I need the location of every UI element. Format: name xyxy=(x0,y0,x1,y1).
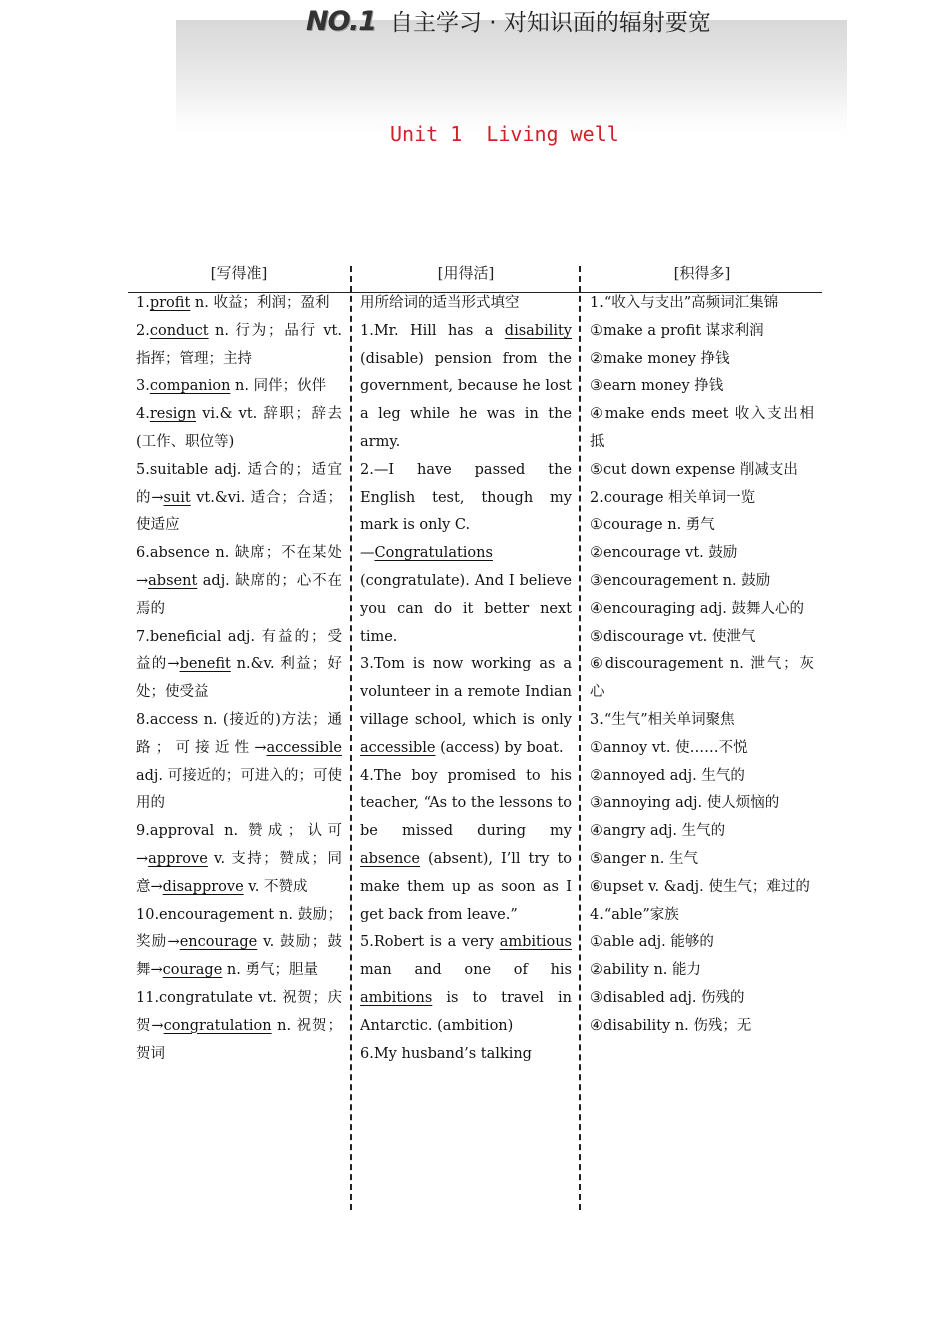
entry-text: vt.&vi. 适合；合适；使适应 xyxy=(136,489,342,534)
word-family-item xyxy=(590,1013,814,1041)
entry-text: n. 勇气；胆量 xyxy=(222,962,318,979)
section-number: NO.1 xyxy=(306,6,376,37)
answer-word: accessible xyxy=(360,739,436,756)
word-family-item xyxy=(590,735,814,763)
entry-text: ④angry adj. 生气的 xyxy=(590,823,726,840)
word-family-item xyxy=(590,929,814,957)
exercise-item xyxy=(360,290,572,318)
word-family-item xyxy=(590,874,814,902)
entry-text: ①annoy vt. 使……不悦 xyxy=(590,739,748,756)
column-header-right: [积得多] xyxy=(673,264,731,282)
exercise-item xyxy=(360,929,572,1040)
entry-text: ②annoyed adj. 生气的 xyxy=(590,767,745,784)
answer-word: suit xyxy=(163,489,191,506)
entry-text: ④disability n. 伤残；无 xyxy=(590,1017,752,1034)
vocab-entry xyxy=(136,457,342,540)
exercise-item xyxy=(360,651,572,762)
word-family-item xyxy=(590,290,814,318)
entry-text: 4.The boy promised to his teacher, “As to the lessons to be missed during my xyxy=(360,767,573,840)
word-family-item xyxy=(590,624,814,652)
entry-text: ③encouragement n. 鼓励 xyxy=(590,572,771,589)
answer-word: companion xyxy=(149,378,231,395)
answer-word: resign xyxy=(149,406,197,423)
entry-text: 3.“生气”相关单词聚焦 xyxy=(590,711,735,728)
entry-text: ①able adj. 能够的 xyxy=(590,934,714,951)
answer-word: Congratulations xyxy=(374,545,493,562)
entry-text: v. 不赞成 xyxy=(243,878,308,895)
header-banner xyxy=(176,20,847,138)
entry-text: 4.“able”家族 xyxy=(590,906,679,923)
vocab-entry xyxy=(136,401,342,457)
vocab-entry xyxy=(136,707,342,818)
entry-text: ③annoying adj. 使人烦恼的 xyxy=(590,795,780,812)
entry-text: 6.My husband’s talking xyxy=(360,1045,532,1062)
page-header xyxy=(306,4,711,37)
entry-text: ②make money 挣钱 xyxy=(590,350,730,367)
entry-text: n. 祝贺；贺词 xyxy=(136,1017,342,1062)
vocab-entry xyxy=(136,985,342,1068)
entry-text: (absent), I’ll try to make them up as soon as I get back from leave.” xyxy=(360,850,572,923)
entry-text: v. 鼓励；鼓舞→ xyxy=(136,934,342,979)
entry-text: 5.Robert is a very xyxy=(360,934,500,951)
entry-text: 3. xyxy=(136,378,150,395)
word-family-column xyxy=(590,290,814,1041)
vocab-entry xyxy=(136,290,342,318)
entry-text: (congratulate). And I believe you can do it better next time. xyxy=(360,572,572,645)
entry-text: adj. 可接近的；可进入的；可使用的 xyxy=(136,767,342,812)
answer-word: ambitious xyxy=(499,934,572,951)
entry-text: 2.—I have passed the English test, though my mark is only C. xyxy=(360,461,572,534)
answer-word: profit xyxy=(149,295,191,311)
entry-text: 7.beneficial adj. 有益的；受益的→ xyxy=(136,628,342,673)
word-family-item xyxy=(590,957,814,985)
word-family-item xyxy=(590,818,814,846)
entry-text: 1.“收入与支出”高频词汇集锦 xyxy=(590,295,779,311)
entry-text: ⑤anger n. 生气 xyxy=(590,850,698,867)
answer-word: conduct xyxy=(149,322,209,339)
entry-text: n. 同伴；伙伴 xyxy=(230,378,327,395)
section-title: 自主学习 · 对知识面的辐射要宽 xyxy=(390,10,711,36)
word-family-item xyxy=(590,512,814,540)
entry-text: 11.congratulate vt. 祝贺；庆贺→ xyxy=(136,989,342,1034)
entry-text: man and one of his xyxy=(360,962,572,979)
fill-in-column xyxy=(360,290,572,1068)
word-family-item xyxy=(590,373,814,401)
entry-text: ⑤discourage vt. 使泄气 xyxy=(590,628,756,645)
vocab-entry xyxy=(136,540,342,623)
entry-text: is to travel in Antarctic. (ambition) xyxy=(360,989,572,1034)
entry-text: n. 行为；品行 vt. 指挥；管理；主持 xyxy=(136,322,342,367)
entry-text: ②encourage vt. 鼓励 xyxy=(590,545,738,562)
answer-word: ambitions xyxy=(360,989,433,1006)
exercise-item xyxy=(360,540,572,651)
entry-text: n.&v. 利益；好处；使受益 xyxy=(136,656,343,701)
entry-text: ①courage n. 勇气 xyxy=(590,517,715,534)
word-family-item xyxy=(590,457,814,485)
vocabulary-column xyxy=(136,290,342,1068)
vocab-entry xyxy=(136,818,342,901)
entry-text: ②ability n. 能力 xyxy=(590,962,702,979)
entry-text: ④encouraging adj. 鼓舞人心的 xyxy=(590,600,804,617)
answer-word: approve xyxy=(148,850,208,867)
vocab-entry xyxy=(136,902,342,985)
word-family-item xyxy=(590,485,814,513)
column-header-left: [写得准] xyxy=(210,264,268,282)
word-family-item xyxy=(590,651,814,707)
entry-text: ⑥upset v. &adj. 使生气；难过的 xyxy=(590,878,810,895)
answer-word: encourage xyxy=(179,934,258,951)
exercise-item xyxy=(360,763,572,930)
entry-text: 8.access n. (接近的)方法；通路；可接近性→ xyxy=(136,711,342,756)
entry-text: 4. xyxy=(136,406,150,423)
word-family-item xyxy=(590,540,814,568)
entry-text: v. 支持；赞成；同意→ xyxy=(136,850,342,895)
entry-text: 9.approval n. 赞成；认可→ xyxy=(136,823,342,867)
entry-text: 3.Tom is now working as a volunteer in a remote Indian village school, which is only xyxy=(360,656,572,728)
entry-text: adj. 缺席的；心不在焉的 xyxy=(136,572,342,617)
word-family-item xyxy=(590,902,814,930)
entry-text: (access) by boat. xyxy=(435,739,564,756)
vocab-entry xyxy=(136,373,342,401)
entry-text: ③disabled adj. 伤残的 xyxy=(590,989,745,1006)
word-family-item xyxy=(590,596,814,624)
word-family-item xyxy=(590,985,814,1013)
answer-word: absence xyxy=(360,850,420,867)
entry-text: ①make a profit 谋求利润 xyxy=(590,322,764,339)
word-family-item xyxy=(590,790,814,818)
entry-text: ⑥discouragement n. 泄气；灰心 xyxy=(590,656,814,701)
vocab-entry xyxy=(136,624,342,707)
entry-text: 用所给词的适当形式填空 xyxy=(360,295,520,311)
answer-word: courage xyxy=(162,962,223,979)
word-family-item xyxy=(590,846,814,874)
word-family-item xyxy=(590,707,814,735)
entry-text: 1.Mr. Hill has a xyxy=(360,322,505,339)
exercise-item xyxy=(360,1041,572,1069)
entry-text: n. 收益；利润；盈利 xyxy=(190,295,330,311)
exercise-item xyxy=(360,318,572,457)
unit-title: Unit 1 Living well xyxy=(390,122,619,146)
word-family-item xyxy=(590,763,814,791)
word-family-item xyxy=(590,346,814,374)
answer-word: disability xyxy=(504,322,572,339)
entry-text: 2.courage 相关单词一览 xyxy=(590,489,756,506)
column-divider-1 xyxy=(350,266,352,1210)
answer-word: absent xyxy=(148,572,198,589)
word-family-item xyxy=(590,401,814,457)
word-family-item xyxy=(590,568,814,596)
entry-text: 1. xyxy=(136,295,150,311)
column-divider-2 xyxy=(579,266,581,1210)
column-header-middle: [用得活] xyxy=(437,264,495,282)
answer-word: benefit xyxy=(179,656,231,673)
entry-text: — xyxy=(360,545,375,562)
answer-word: accessible xyxy=(266,739,342,756)
entry-text: ④make ends meet 收入支出相抵 xyxy=(590,406,814,450)
answer-word: congratulation xyxy=(163,1017,272,1034)
entry-text: vi.& vt. 辞职；辞去(工作、职位等) xyxy=(136,406,342,450)
entry-text: 2. xyxy=(136,322,150,339)
entry-text: ③earn money 挣钱 xyxy=(590,378,724,395)
word-family-item xyxy=(590,318,814,346)
answer-word: disapprove xyxy=(162,878,244,895)
vocab-entry xyxy=(136,318,342,374)
entry-text: 6.absence n. 缺席；不在某处→ xyxy=(136,545,342,589)
exercise-item xyxy=(360,457,572,540)
entry-text: (disable) pension from the government, because he lost a leg while he was in the army. xyxy=(360,350,572,450)
entry-text: ⑤cut down expense 削减支出 xyxy=(590,461,798,478)
entry-text: 10.encouragement n. 鼓励；奖励→ xyxy=(136,906,342,951)
entry-text: 5.suitable adj. 适合的；适宜的→ xyxy=(136,461,342,506)
